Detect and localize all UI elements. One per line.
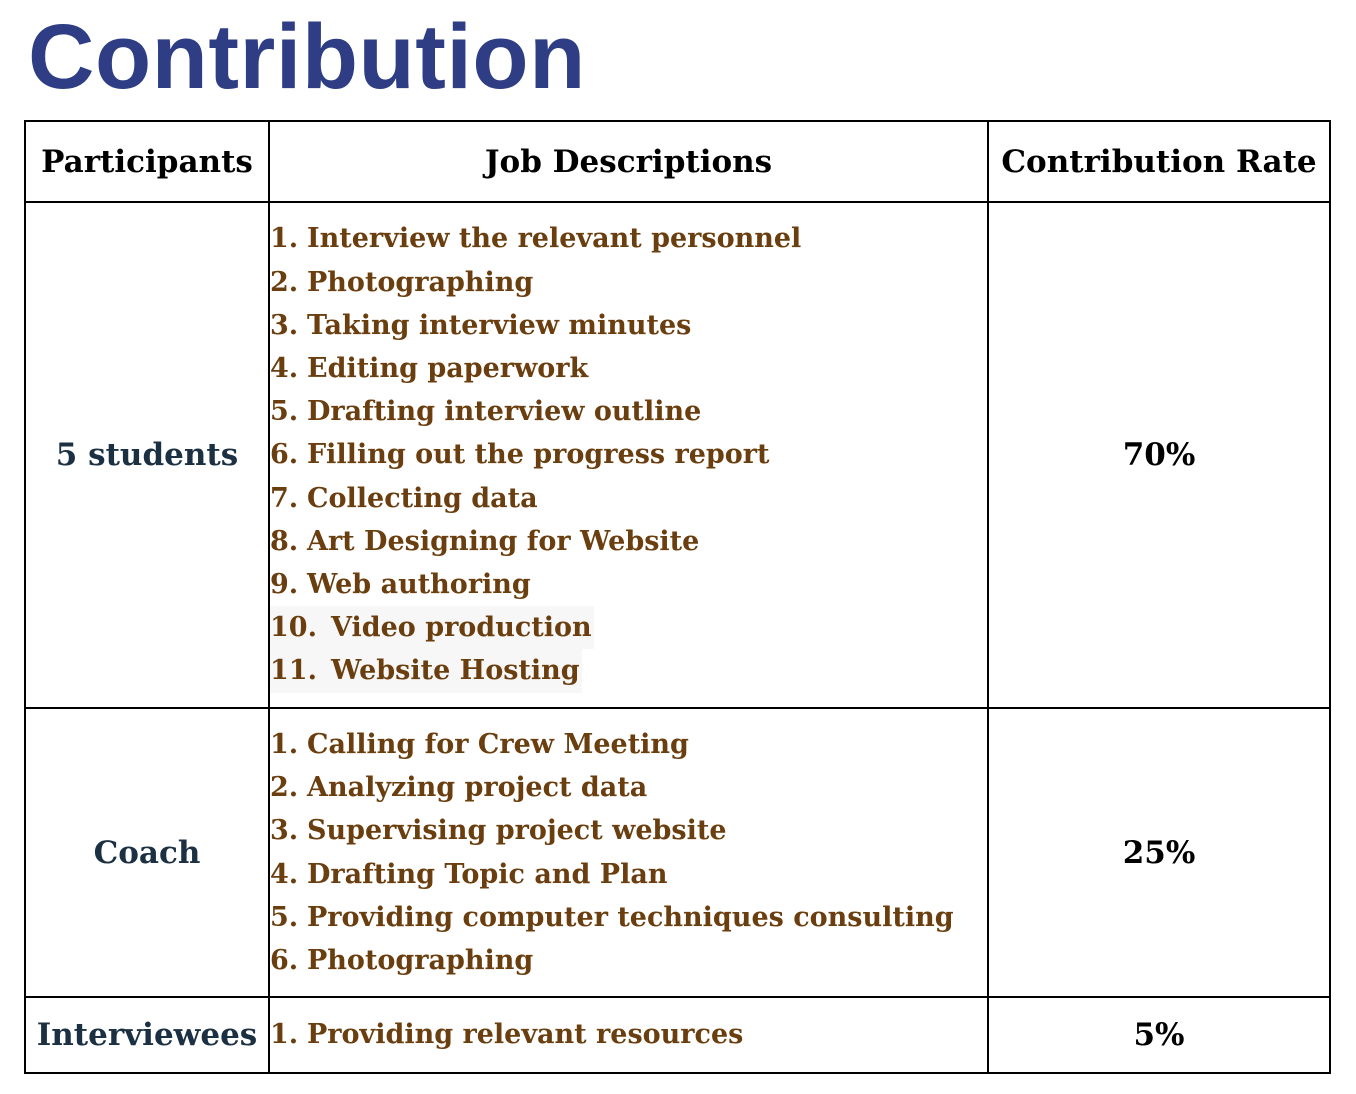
job-item: 1. Interview the relevant personnel [270, 223, 802, 255]
table-row-students [25, 202, 1330, 708]
table-row-coach [25, 708, 1330, 997]
contribution-rate-cell: 25% [988, 708, 1330, 997]
table-row-interviewees [25, 997, 1330, 1073]
participant-cell: 5 students [25, 202, 269, 708]
job-item: 2. Photographing [270, 266, 534, 298]
job-item: 3. Taking interview minutes [270, 309, 692, 341]
header-job-descriptions: Job Descriptions [269, 121, 988, 202]
job-item: 8. Art Designing for Website [270, 525, 700, 557]
job-list [270, 1013, 987, 1056]
job-item: 6. Filling out the progress report [270, 439, 770, 471]
table-header-row [25, 121, 1330, 202]
job-item: 3. Supervising project website [270, 815, 727, 847]
job-descriptions-cell [269, 708, 988, 997]
contribution-rate-cell: 70% [988, 202, 1330, 708]
job-item: 1. Providing relevant resources [270, 1019, 744, 1051]
participant-cell: Interviewees [25, 997, 269, 1073]
job-item: 9. Web authoring [270, 569, 531, 600]
job-item: 11. Website Hosting [270, 649, 987, 692]
job-descriptions-cell [269, 997, 988, 1073]
job-item: 5. Providing computer techniques consulting [270, 901, 954, 933]
header-contribution-rate: Contribution Rate [988, 121, 1330, 202]
contribution-rate-cell: 5% [988, 997, 1330, 1073]
contribution-table [24, 120, 1331, 1074]
job-descriptions-cell [269, 202, 988, 708]
job-item: 5. Drafting interview outline [270, 396, 702, 428]
job-item: 6. Photographing [270, 944, 534, 976]
page-title: Contribution [28, 6, 586, 108]
participant-cell: Coach [25, 708, 269, 997]
job-list [270, 723, 987, 982]
job-item: 10. Video production [270, 606, 987, 649]
job-item: 4. Drafting Topic and Plan [270, 858, 668, 890]
header-participants: Participants [25, 121, 269, 202]
job-item: 2. Analyzing project data [270, 772, 648, 804]
job-item: 7. Collecting data [270, 482, 538, 514]
job-item: 4. Editing paperwork [270, 352, 589, 384]
job-list [270, 217, 987, 692]
job-item: 1. Calling for Crew Meeting [270, 728, 689, 760]
